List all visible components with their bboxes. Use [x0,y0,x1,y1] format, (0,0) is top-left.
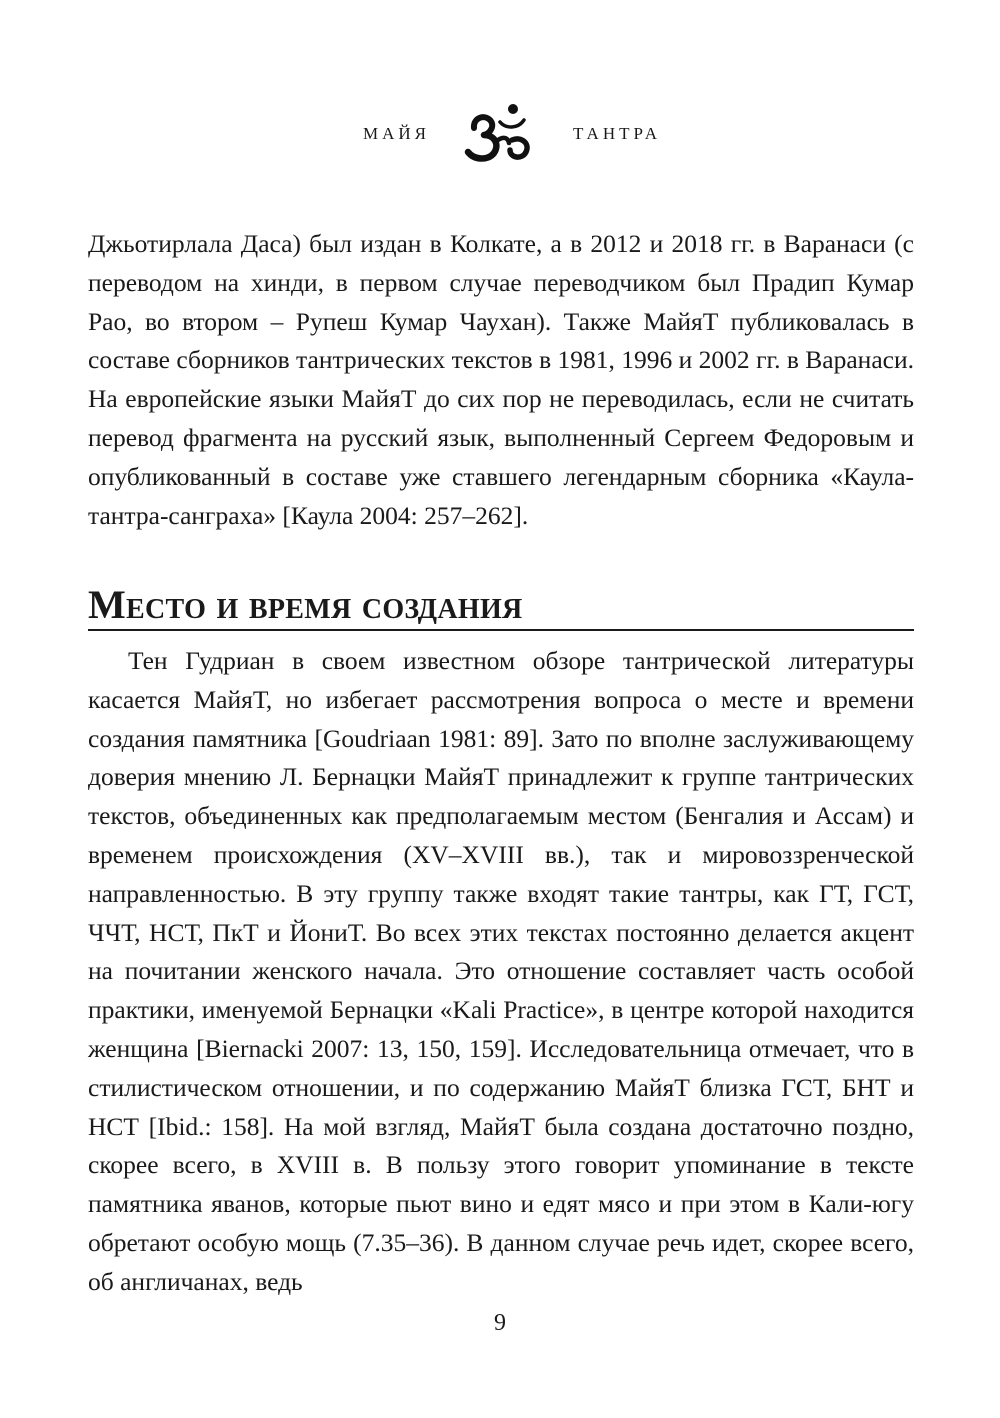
page-number: 9 [494,1310,506,1336]
running-head [0,100,1000,180]
section-heading: Место и время создания [88,581,914,631]
paragraph-continued [88,225,914,535]
om-icon [460,100,536,166]
paragraph-1-text: Джьотирлала Даса) был издан в Колкате, а в 2012 и 2018 гг. в Варанаси (с переводом на хинди, в первом случае переводчиком был Прадип Кумар Рао, во втором – Рупеш Кумар Чаухан). Также МайяТ публиковалась в составе сборников тантрических текстов в 1981, 1996 и 2002 гг. в Варанаси. На европейские языки МайяТ до сих пор не переводилась, если не считать перевод фрагмента на русский язык, выполненный Сергеем Федоровым и опубликованный в составе уже ставшего легендарным сборника «Каула-тантра-санграха» [Каула 2004: 257–262]. [88,229,914,530]
paragraph-2-text: Тен Гудриан в своем известном обзоре тантрической литературы касается МайяТ, но избегает рассмотрения вопроса о месте и времени создания памятника [Goudriaan 1981: 89]. Зато по вполне заслуживающему доверия мнению Л. Бернацки МайяТ принадлежит к группе тантрических текстов, объединенных как предполагаемым местом (Бенгалия и Ассам) и временем происхождения (XV–XVIII вв.), так и мировоззренческой направленностью. В эту группу также входят такие тантры, как ГТ, ГСТ, ЧЧТ, НСТ, ПкТ и ЙониТ. Во всех этих текстах постоянно делается акцент на почитании женского начала. Это отношение составляет часть особой практики, именуемой Бернацки «Kali Practice», в центре которой находится женщина [Biernacki 2007: 13, 150, 159]. Исследовательница отмечает, что в стилистическом отношении, и по содержанию МайяТ близка ГСТ, БНТ и НСТ [Ibid.: 158]. На мой взгляд, МайяТ была создана достаточно поздно, скорее всего, в XVIII в. В пользу этого говорит упоминание в тексте памятника яванов, которые пьют вино и едят мясо и при этом в Кали-югу обретают особую мощь (7.35–36). В данном случае речь идет, скорее всего, об англичанах, ведь [88,646,914,1296]
running-head-right: ТАНТРА [573,124,662,143]
paragraph-main [88,642,914,1302]
running-head-left: МАЙЯ [362,124,430,143]
